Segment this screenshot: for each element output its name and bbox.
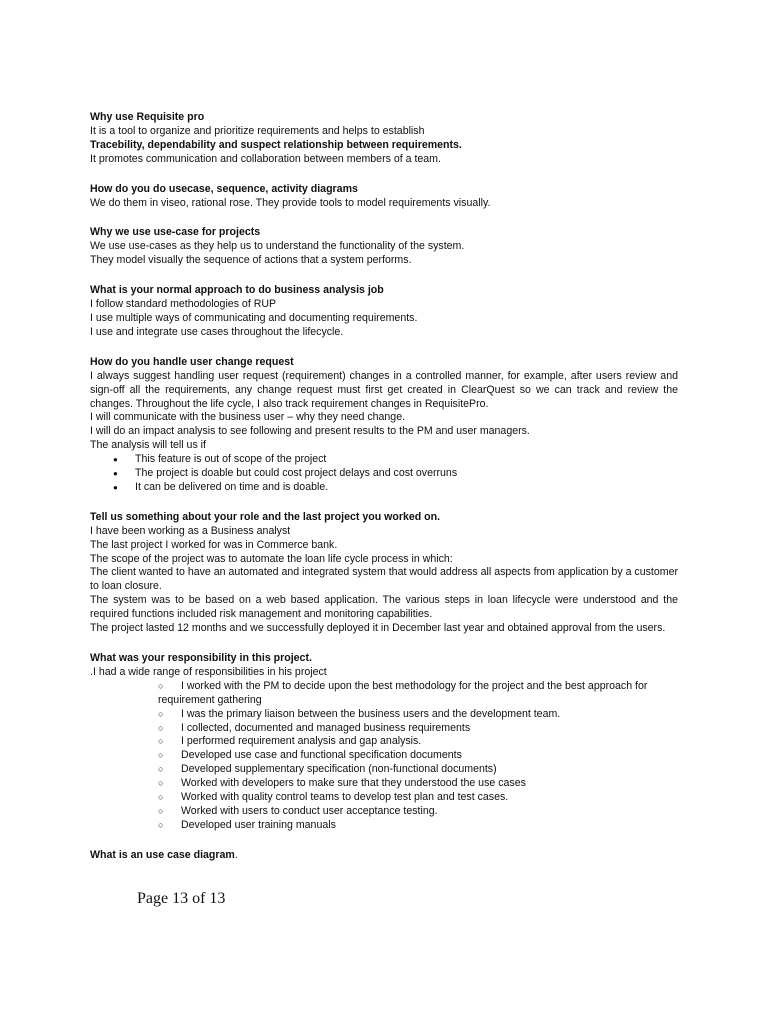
- section-diagrams: [90, 183, 678, 211]
- list-item: ○ Developed supplementary specification (non-functional documents): [158, 763, 678, 777]
- list-item: ○ Worked with users to conduct user acceptance testing.: [158, 805, 678, 819]
- section-change-request: [90, 356, 678, 495]
- section-approach: [90, 284, 678, 340]
- answer-paragraph: The system was to be based on a web based application. The various steps in loan lifecycle were understood and the required functions included risk management and monitoring capabilities.: [90, 594, 678, 621]
- analysis-bullet-list: [90, 453, 678, 495]
- question-heading: How do you do usecase, sequence, activity diagrams: [90, 182, 358, 195]
- answer-line: It promotes communication and collaboration between members of a team.: [90, 152, 441, 165]
- list-item: ○ Developed use case and functional specification documents: [158, 749, 678, 763]
- question-punctuation: .: [234, 848, 238, 861]
- list-item: ○ Worked with developers to make sure that they understood the use cases: [158, 777, 678, 791]
- section-use-case: [90, 226, 678, 268]
- question-heading: What is an use case diagram: [90, 848, 235, 861]
- answer-line: The scope of the project was to automate the loan life cycle process in which:: [90, 552, 453, 565]
- answer-line: I will do an impact analysis to see following and present results to the PM and user managers.: [90, 425, 530, 438]
- answer-line: I use and integrate use cases throughout the lifecycle.: [90, 325, 344, 338]
- question-heading: Why use Requisite pro: [90, 111, 205, 123]
- answer-line: We do them in viseo, rational rose. They provide tools to model requirements visually.: [90, 196, 491, 209]
- answer-line: .I had a wide range of responsibilities in his project: [90, 665, 327, 678]
- list-item: ○ I collected, documented and managed business requirements: [158, 722, 678, 736]
- answer-paragraph: The project lasted 12 months and we successfully deployed it in December last year and obtained approval from the users.: [90, 622, 666, 635]
- answer-line: They model visually the sequence of actions that a system performs.: [90, 254, 412, 267]
- last-question: [90, 849, 678, 863]
- section-requisite-pro: [90, 111, 678, 167]
- bullet-item: ● This feature is out of scope of the project: [113, 453, 678, 467]
- responsibility-list: [90, 680, 678, 833]
- answer-bold-line: Tracebility, dependability and suspect relationship between requirements.: [90, 138, 462, 151]
- answer-line: I will communicate with the business user – why they need change.: [90, 411, 406, 424]
- answer-line: It is a tool to organize and prioritize requirements and helps to establish: [90, 124, 425, 137]
- answer-line: We use use-cases as they help us to understand the functionality of the system.: [90, 240, 465, 253]
- page-number: Page 13 of 13: [137, 890, 226, 907]
- answer-line: The last project I worked for was in Commerce bank.: [90, 538, 338, 551]
- question-heading: How do you handle user change request: [90, 355, 294, 368]
- question-heading: Why we use use-case for projects: [90, 226, 261, 239]
- list-item: ○ I worked with the PM to decide upon the best methodology for the project and the best approach for requirement gathering: [158, 680, 678, 708]
- document-page: [90, 111, 678, 863]
- answer-line: I use multiple ways of communicating and documenting requirements.: [90, 311, 418, 324]
- list-item: ○ Worked with quality control teams to develop test plan and test cases.: [158, 791, 678, 805]
- list-item: ○ I was the primary liaison between the business users and the development team.: [158, 708, 678, 722]
- list-item: ○ I performed requirement analysis and gap analysis.: [158, 735, 678, 749]
- answer-paragraph: The client wanted to have an automated and integrated system that would address all aspects from application by a customer to loan closure.: [90, 566, 678, 593]
- bullet-item: ● It can be delivered on time and is doable.: [113, 481, 678, 495]
- question-heading: What is your normal approach to do business analysis job: [90, 284, 384, 297]
- bullet-item: ● The project is doable but could cost project delays and cost overruns: [113, 467, 678, 481]
- question-heading: What was your responsibility in this project.: [90, 652, 312, 664]
- answer-line: I have been working as a Business analyst: [90, 524, 291, 537]
- section-role: [90, 511, 678, 636]
- section-responsibility: [90, 652, 678, 833]
- answer-line: I follow standard methodologies of RUP: [90, 298, 277, 311]
- answer-line: The analysis will tell us if: [90, 439, 206, 452]
- question-heading: Tell us something about your role and the last project you worked on.: [90, 510, 441, 523]
- answer-paragraph: I always suggest handling user request (requirement) changes in a controlled manner, for example, after users review and sign-off all the requirements, any change request must first get created in ClearQuest so we can track and review the changes. Throughout the life cycle, I also track requirement changes in RequisitePro.: [90, 369, 678, 410]
- list-item: ○ Developed user training manuals: [158, 819, 678, 833]
